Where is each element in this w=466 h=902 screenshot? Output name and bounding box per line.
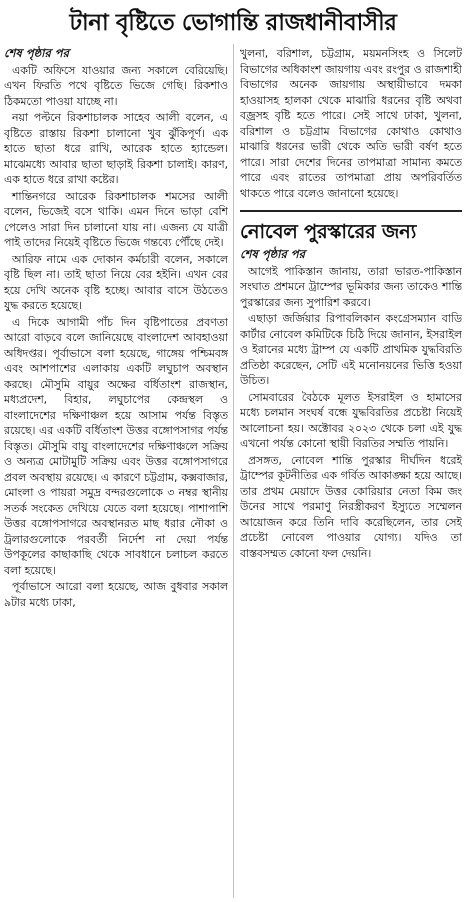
right-column (240, 46, 462, 898)
column-divider (233, 44, 234, 898)
second-article-headline: নোবেল পুরস্কারের জন্য (240, 220, 417, 243)
headline: টানা বৃষ্টিতে ভোগান্তি রাজধানীবাসীর (69, 10, 397, 36)
section-divider (240, 210, 462, 212)
article-paragraph: শান্তিনগরে আরেক রিকশাচালক শমসের আলী বলেন, ভিজেই বসে থাকি। এমন দিনে ভাড়া বেশি পেলেও সারা দিন চালানো যায় না। এজন্য যে যাত্রী পাই তাদের নিয়েই বৃষ্টিতে ভিজে গন্তব্যে পৌঁছে দেই। (4, 189, 228, 249)
article-paragraph: সোমবারের বৈঠকে মূলত ইসরাইল ও হামাসের মধ্যে চলমান সংঘর্ষ বন্ধে যুদ্ধবিরতির প্রচেষ্টা নিয়েই আলোচনা হয়। অক্টোবর ২০২৩ থেকে চলা এই যুদ্ধ এখনো পর্যন্ত কোনো স্থায়ী বিরতির সম্মতি পায়নি। (240, 390, 462, 450)
article-paragraph: নয়া পল্টনে রিকশাচালক সাহেব আলী বলেন, এ বৃষ্টিতে রাস্তায় রিকশা চালানো খুব ঝুঁকিপূর্ণ। এক হাতে ছাতা ধরে রাখি, আরেক হাতে হ্যান্ডেল। মাঝেমধ্যে আবার ছাতা ছাড়াই রিকশা চালাই। কারণ, এক হাতে ধরে রাখা কষ্টের। (4, 111, 228, 186)
article-paragraph: পূর্বাভাসে আরো বলা হয়েছে, আজ বুধবার সকাল ৯টার মধ্যে ঢাকা, (4, 580, 228, 609)
article-paragraph: আরিফ নামে এক দোকান কর্মচারী বলেন, সকালে বৃষ্টি ছিল না। তাই ছাতা নিয়ে বের হইনি। এখন বের হয়ে দেখি অনেক বৃষ্টি হচ্ছে। আবার বাসে উঠতেও যুদ্ধ করতে হয়েছে। (4, 252, 228, 312)
article-paragraph: খুলনা, বরিশাল, চট্টগ্রাম, ময়মনসিংহ ও সিলেট বিভাগের অধিকাংশ জায়গায় এবং রংপুর ও রাজশাহী বিভাগের অনেক জায়গায় অস্থায়ীভাবে দমকা হাওয়াসহ হালকা থেকে মাঝারি ধরনের বৃষ্টি অথবা বজ্রসহ বৃষ্টি হতে পারে। সেই সাথে ঢাকা, খুলনা, বরিশাল ও চট্টগ্রাম বিভাগের কোথাও কোথাও মাঝারি ধরনের ভারী থেকে অতি ভারী বর্ষণ হতে পারে। সারা দেশের দিনের তাপমাত্রা সামান্য কমতে পারে এবং রাতের তাপমাত্রা প্রায় অপরিবর্তিত থাকতে পারে বলেও জানানো হয়েছে। (240, 47, 462, 200)
article-paragraph: এ দিকে আগামী পাঁচ দিন বৃষ্টিপাতের প্রবণতা আরো বাড়বে বলে জানিয়েছে বাংলাদেশ আবহাওয়া অধিদপ্তর। পূর্বাভাসে বলা হয়েছে, গাঙ্গেয় পশ্চিমবঙ্গ এবং আশপাশের এলাকায় একটি লঘুচাপ অবস্থান করছে। মৌসুমি বায়ুর অক্ষের বর্ধিতাংশ রাজস্থান, মধ্যপ্রদেশ, বিহার, লঘুচাপের কেন্দ্রস্থল ও বাংলাদেশের দক্ষিণাঞ্চল হয়ে আসাম পর্যন্ত বিস্তৃত রয়েছে। এর একটি বর্ধিতাংশ উত্তর বঙ্গোপসাগর পর্যন্ত বিস্তৃত। মৌসুমি বায়ু বাংলাদেশের দক্ষিণাঞ্চলে সক্রিয় ও অন্যত্র মোটামুটি সক্রিয় এবং উত্তর বঙ্গোপসাগরে প্রবল অবস্থায় রয়েছে। এ কারণে চট্টগ্রাম, কক্সবাজার, মোংলা ও পায়রা সমুদ্র বন্দরগুলোকে ৩ নম্বর স্থানীয় সতর্ক সংকেত দেখিয়ে যেতে বলা হয়েছে। পাশাপাশি উত্তর বঙ্গোপসাগরে অবস্থানরত মাছ ধরার নৌকা ও ট্রলারগুলোকে পরবর্তী নির্দেশ না দেয়া পর্যন্ত উপকূলের কাছাকাছি থেকে সাবধানে চলাচল করতে বলা হয়েছে। (4, 315, 228, 577)
continuation-byline: শেষ পৃষ্ঠার পর (4, 46, 69, 60)
article-paragraph: প্রসঙ্গত, নোবেল শান্তি পুরস্কার দীর্ঘদিন ধরেই ট্রাম্পের কূটনীতির এক গর্বিত আকাঙ্ক্ষা হয়ে আছে। তার প্রথম মেয়াদে উত্তর কোরিয়ার নেতা কিম জং উনের সাথে পরমাণু নিরস্ত্রীকরণ ইস্যুতে সম্মেলন আয়োজন করে তিনি দাবি করেছিলেন, তার সেই প্রচেষ্টা নোবেল পাওয়ার যোগ্য। যদিও তা বাস্তবসম্মত কোনো ফল দেয়নি। (240, 453, 462, 560)
article-paragraph: আগেই পাকিস্তান জানায়, তারা ভারত-পাকিস্তান সংঘাত প্রশমনে ট্রাম্পের ভূমিকার জন্য তাকেও শান্তি পুরস্কারের জন্য সুপারিশ করবে। (240, 264, 462, 309)
continuation-byline: শেষ পৃষ্ঠার পর (240, 247, 305, 261)
article-paragraph: এছাড়া জর্জিয়ার রিপাবলিকান কংগ্রেসম্যান বাডি কার্টার নোবেল কমিটিকে চিঠি দিয়ে জানান, ইসরাইল ও ইরানের মধ্যে ট্রাম্প যে একটি প্রাথমিক যুদ্ধবিরতি প্রতিষ্ঠা করেছেন, সেটি এই মনোনয়নের ভিত্তি হওয়া উচিত। (240, 312, 462, 387)
left-column (4, 46, 228, 898)
article-paragraph: একটি অফিসে যাওয়ার জন্য সকালে বেরিয়েছি। এখন ফিরতি পথে বৃষ্টিতে ভিজে গেছি। রিকশাও ঠিকমতো পাওয়া যাচ্ছে না। (4, 63, 228, 108)
